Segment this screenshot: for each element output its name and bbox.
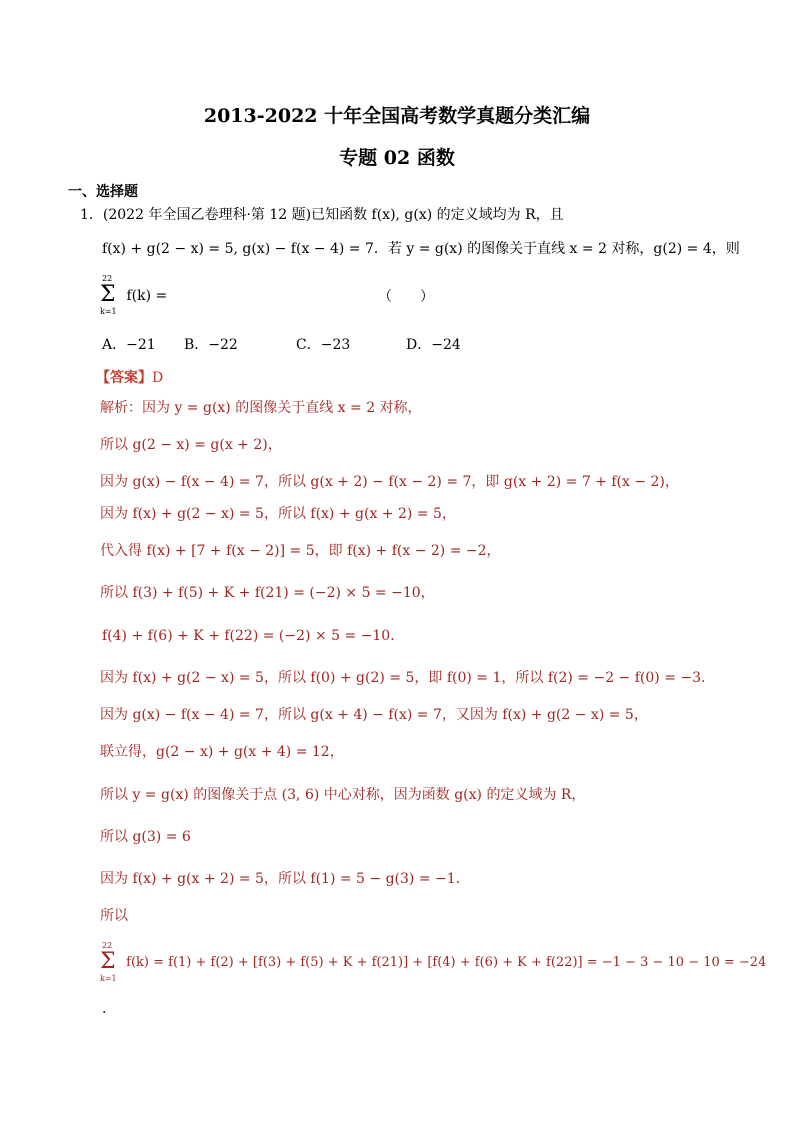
solution-line-8: 因为 f(x) + g(2 − x) = 5，所以 f(0) + g(2) = 5，即 f(0) = 1，所以 f(2) = −2 − f(0) = −3． [100, 670, 716, 686]
option-a: A．−21 [102, 337, 156, 353]
final-sum-expression: f(k) = f(1) + f(2) + [f(3) + f(5) + K + f(21)] + [f(4) + f(6) + K + f(22)] = −1 − 3 − 10 − 10 = −24 [126, 955, 767, 970]
summation-symbol: 22 Σ k=1 [100, 274, 117, 316]
summation-symbol-final: 22 Σ k=1 [100, 941, 117, 983]
end-mark: . [102, 1001, 107, 1017]
answer-value: D [152, 370, 164, 386]
solution-line-12: 所以 g(3) = 6 [100, 829, 191, 845]
answer-label: 【答案】 [96, 370, 152, 386]
answer-line [96, 369, 163, 387]
solution-line-9: 因为 g(x) − f(x − 4) = 7，所以 g(x + 4) − f(x) = 7，又因为 f(x) + g(2 − x) = 5， [100, 707, 648, 723]
solution-line-4: 因为 f(x) + g(2 − x) = 5，所以 f(x) + g(x + 2) = 5， [100, 506, 456, 522]
section-heading: 一、选择题 [68, 184, 138, 200]
sum-expression: f(k) = [126, 288, 168, 304]
solution-line-3: 因为 g(x) − f(x − 4) = 7，所以 g(x + 2) − f(x − 2) = 7，即 g(x + 2) = 7 + f(x − 2)， [100, 474, 679, 490]
option-b: B．−22 [184, 337, 238, 353]
question-stem-line-2: f(x) + g(2 − x) = 5, g(x) − f(x − 4) = 7．若 y = g(x) 的图像关于直线 x = 2 对称，g(2) = 4，则 [102, 241, 740, 257]
solution-line-1: 解析：因为 y = g(x) 的图像关于直线 x = 2 对称， [100, 400, 422, 416]
option-d: D．−24 [406, 337, 461, 353]
option-c: C．−23 [296, 337, 351, 353]
document-title: 2013-2022 十年全国高考数学真题分类汇编 [203, 105, 591, 127]
document-subtitle: 专题 02 函数 [339, 147, 455, 169]
solution-line-14: 所以 [100, 908, 128, 924]
solution-line-13: 因为 f(x) + g(x + 2) = 5，所以 f(1) = 5 − g(3) = −1． [100, 871, 470, 887]
solution-line-6: 所以 f(3) + f(5) + K + f(21) = (−2) × 5 = −10， [100, 585, 435, 601]
question-stem-line-1: 1．(2022 年全国乙卷理科·第 12 题)已知函数 f(x), g(x) 的定义域均为 R，且 [80, 207, 564, 223]
solution-final-line [100, 941, 766, 985]
solution-line-10: 联立得，g(2 − x) + g(x + 4) = 12， [100, 744, 344, 760]
solution-line-2: 所以 g(2 − x) = g(x + 2)， [100, 437, 282, 453]
solution-line-7: f(4) + f(6) + K + f(22) = (−2) × 5 = −10． [102, 628, 405, 644]
solution-line-11: 所以 y = g(x) 的图像关于点 (3, 6) 中心对称，因为函数 g(x) 的定义域为 R， [100, 787, 586, 803]
answer-blank: （ ） [378, 289, 434, 305]
question-stem-line-3 [100, 274, 167, 318]
solution-line-5: 代入得 f(x) + [7 + f(x − 2)] = 5，即 f(x) + f(x − 2) = −2， [100, 543, 501, 559]
